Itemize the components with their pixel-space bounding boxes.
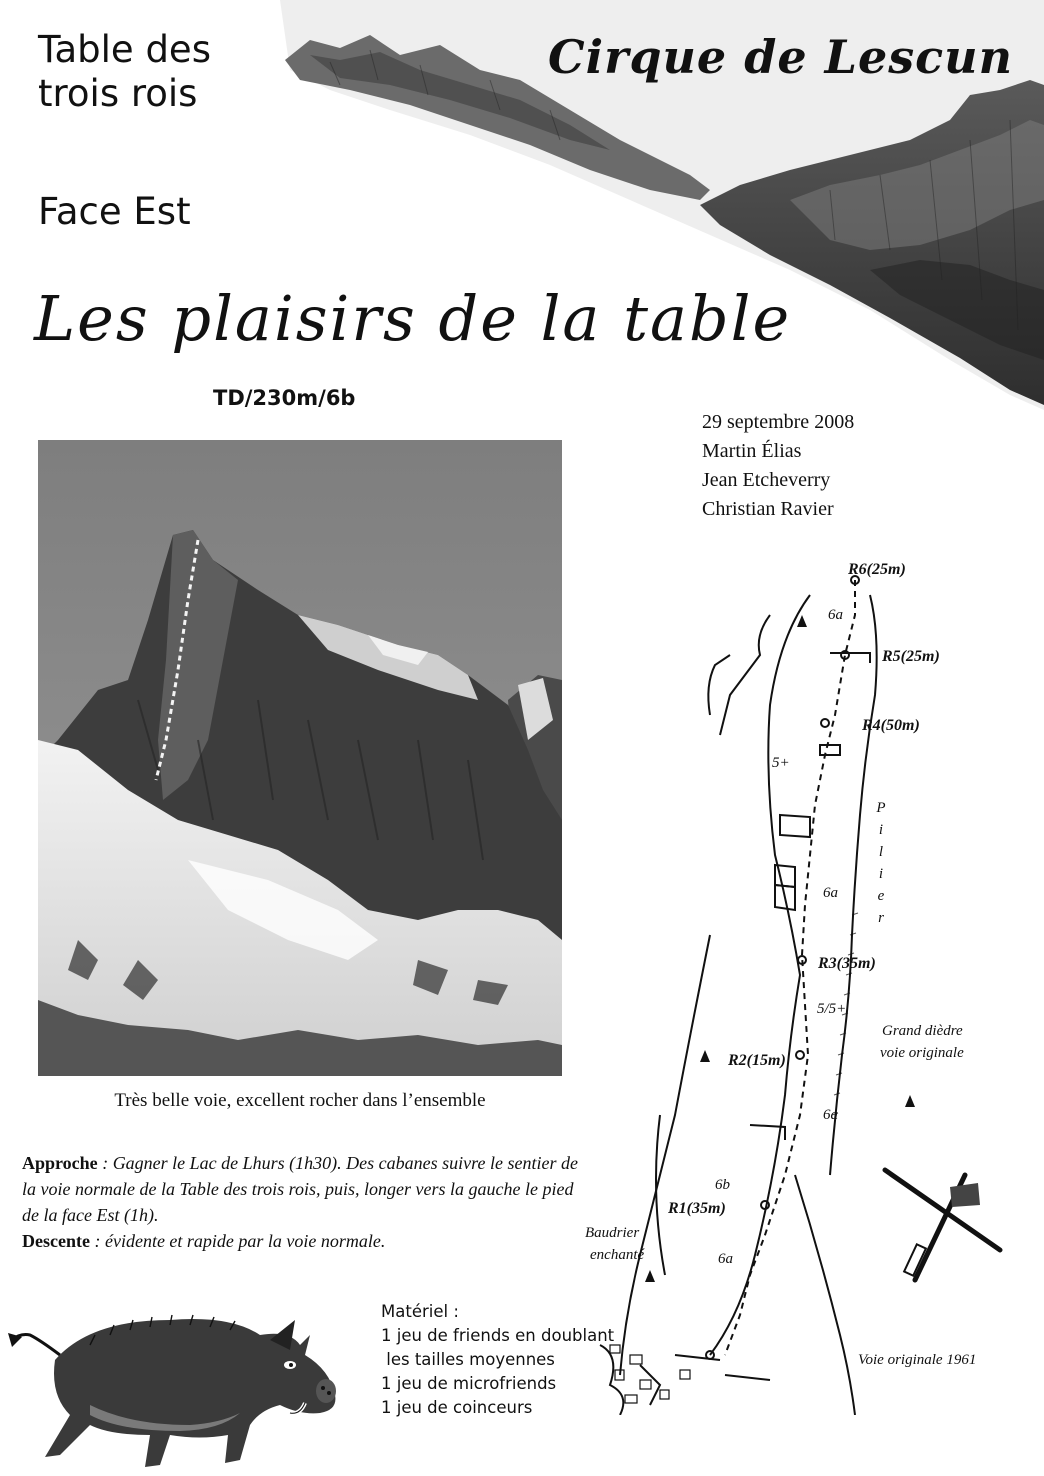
baudrier-label: Baudrier [585,1225,640,1241]
route-grade: TD/230m/6b [213,386,356,410]
approach-block [22,1150,582,1254]
pitch-grade: 6b [715,1177,730,1193]
boar-illustration [0,1285,350,1475]
route-topo [580,555,1020,1415]
climber-name: Jean Etcheverry [702,469,831,491]
pitch-grade: 5/5+ [817,1001,847,1017]
massif-title-line2: trois rois [38,72,198,115]
approche-text: Gagner le Lac de Lhurs (1h30). Des cabanes suivre le sentier de la voie normale de la Table des trois rois, puis, longer vers la gauche le pied de la face Est (1h). [22,1153,578,1225]
pitch-grade: 6a [823,1107,838,1123]
enchante-label: enchanté [590,1247,645,1263]
topo-lines [580,555,1020,1415]
pitch-grade: 6a [718,1251,733,1267]
pitch-grade: 5+ [772,755,790,771]
pilier-text: Pilier [873,800,889,932]
climber-name: Christian Ravier [702,498,834,520]
first-ascent-date: 29 septembre 2008 [702,411,855,433]
voie-originale-1961-label: Voie originale 1961 [858,1352,977,1368]
belay-r1-label: R1(35m) [668,1200,726,1217]
gear-title: Matériel : [381,1302,459,1321]
pilier-label [870,800,889,932]
climber-name: Martin Élias [702,440,802,462]
massif-title [38,28,211,116]
gear-item: 1 jeu de microfriends [381,1374,557,1393]
belay-r4-label: R4(50m) [862,717,920,734]
approche-separator: : [97,1153,113,1173]
photo-caption: Très belle voie, excellent rocher dans l’ensemble [114,1090,486,1111]
gear-item: les tailles moyennes [381,1350,555,1369]
belay-r6-label: R6(25m) [848,561,906,578]
belay-r5-label: R5(25m) [882,648,940,665]
descente-label: Descente [22,1231,90,1251]
face-label: Face Est [38,190,191,233]
gear-item: 1 jeu de coinceurs [381,1398,533,1417]
pitch-grade: 6a [823,885,838,901]
massif-title-line1: Table des [38,28,211,71]
descente-paragraph [22,1228,582,1254]
pitch-grade: 6a [828,607,843,623]
approche-label: Approche [22,1153,98,1173]
descente-text: évidente et rapide par la voie normale. [104,1231,386,1251]
descente-separator: : [89,1231,105,1251]
gear-item: 1 jeu de friends en doublant [381,1326,615,1345]
approche-paragraph [22,1150,582,1228]
cirque-title: Cirque de Lescun [548,30,1014,84]
belay-r3-label: R3(35m) [818,955,876,972]
voie-originale-note: voie originale [880,1045,964,1061]
mountain-photo [38,440,562,1076]
belay-r2-label: R2(15m) [728,1052,786,1069]
grand-diedre-label: Grand dièdre [882,1023,963,1039]
route-name: Les plaisirs de la table [34,282,792,355]
credits [702,408,854,524]
